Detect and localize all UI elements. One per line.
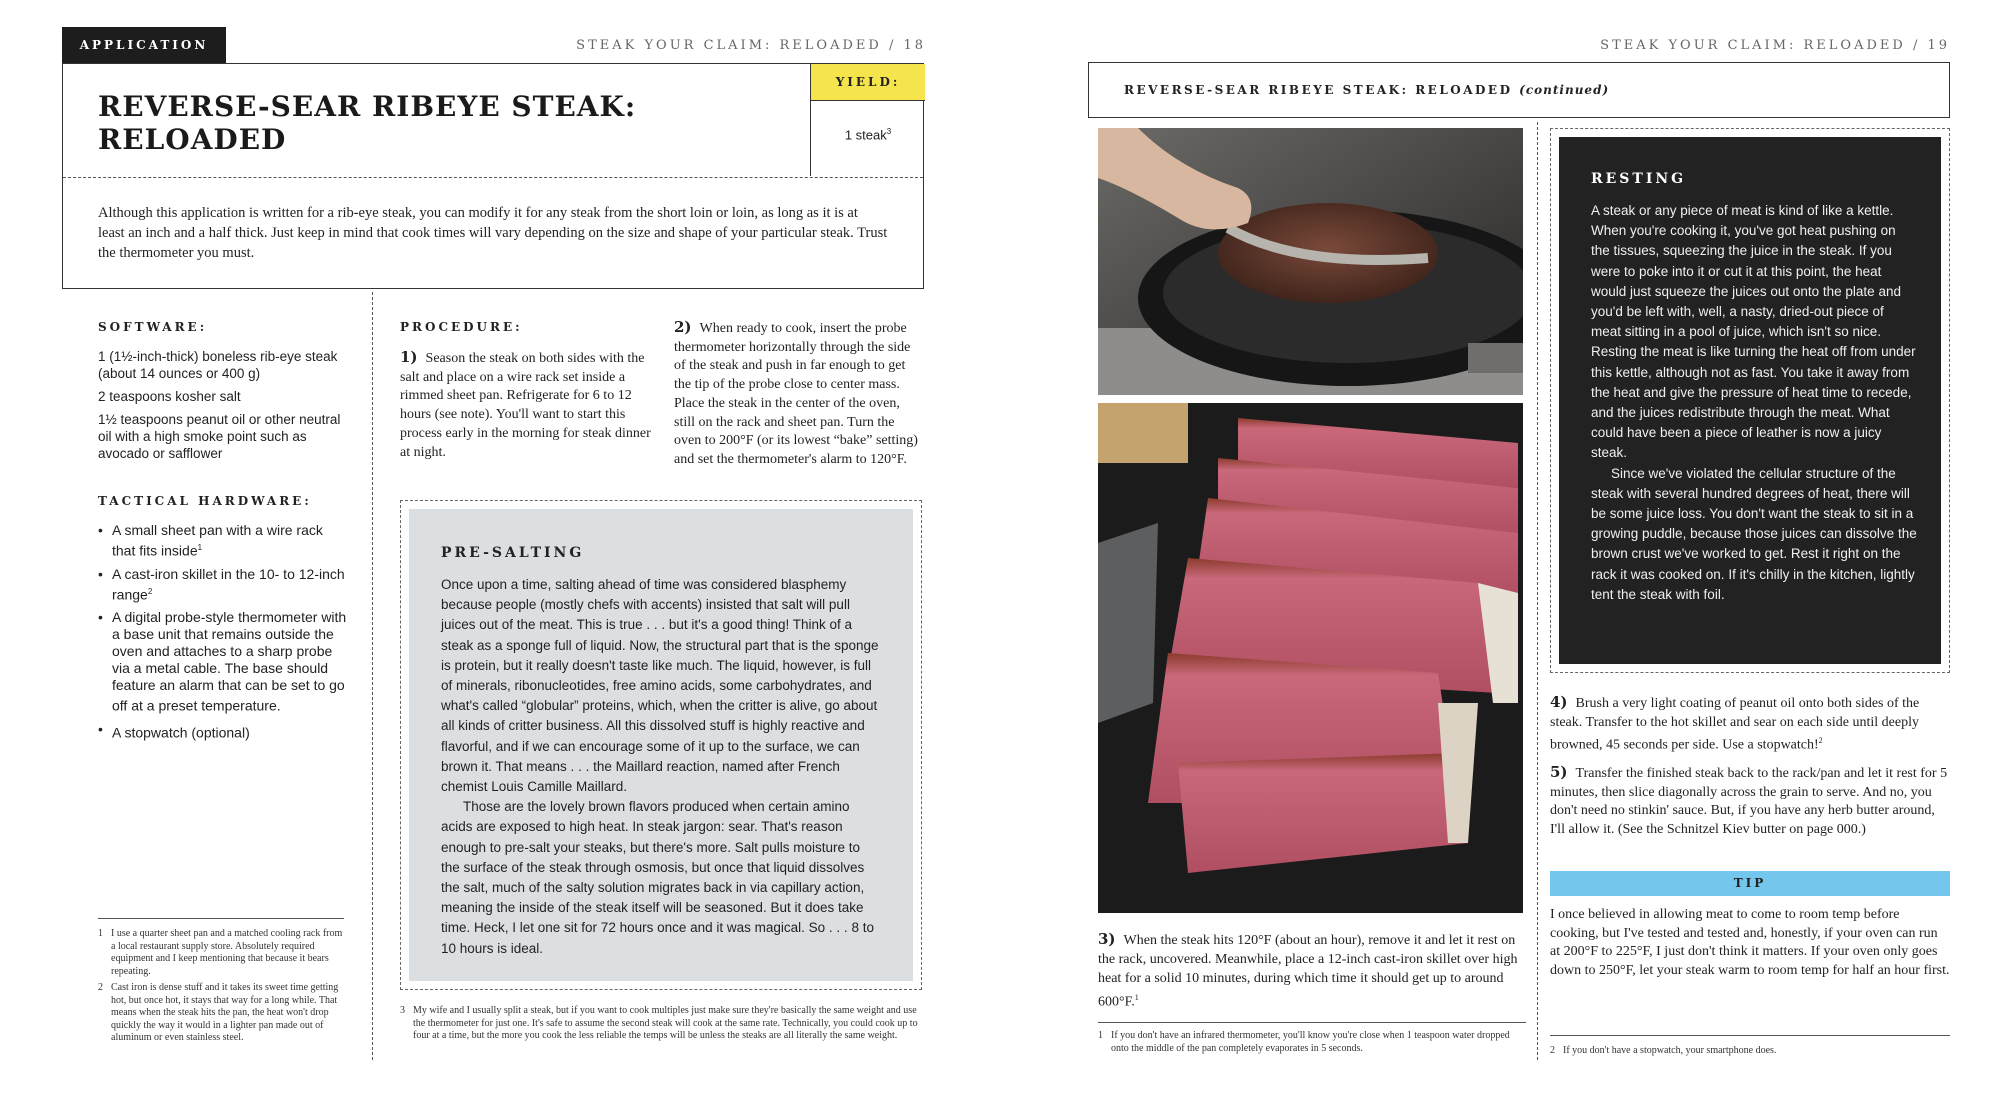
- resting-box: [1550, 128, 1950, 673]
- tip-label: TIP: [1550, 871, 1950, 896]
- step-3: 3) When the steak hits 120°F (about an hour), remove it and let it rest on the rack, uncovered. Meanwhile, place a 12-inch cast-iron skillet over high heat for a solid 10 minutes, during which time it should get up to around 600°F.$^1$: [1098, 930, 1518, 1010]
- step-1: 1) Season the steak on both sides with the salt and place on a wire rack set inside a rimmed sheet pan. Refrigerate for 6 to 12 hours (see note). You'll want to start this process early in the morning for steak dinner at night.: [400, 348, 651, 460]
- recipe-title: [98, 90, 636, 156]
- skillet-photo-icon: [1098, 128, 1523, 395]
- resting-title: RESTING: [1591, 171, 1687, 187]
- software-item: 1½ teaspoons peanut oil or other neutral oil with a high smoke point such as avocado or safflower: [98, 412, 341, 461]
- section-tag: APPLICATION: [62, 27, 226, 63]
- photo-sliced-steak: [1098, 403, 1523, 913]
- photo-divider: [1537, 122, 1538, 1060]
- tip-text: I once believed in allowing meat to come to room temp before cooking, but I've tested and tested and, honestly, if your oven can run at 200°F to 225°F, I just don't think it matters. If your oven only goes down to 250°F, let your steak warm to room temp for half an hour first.: [1550, 907, 1950, 979]
- presalting-title: PRE-SALTING: [441, 545, 585, 561]
- presalting-box: [400, 500, 922, 990]
- continued-title: REVERSE-SEAR RIBEYE STEAK: RELOADED (continued): [1124, 83, 1610, 97]
- hardware-list: [98, 522, 348, 748]
- software-item: 1 (1½-inch-thick) boneless rib-eye steak (about 14 ounces or 400 g): [98, 349, 338, 381]
- right-page: [1000, 0, 2000, 1111]
- footnote-right-2: 2 If you don't have a stopwatch, your smartphone does.: [1550, 1045, 1777, 1056]
- hardware-label: TACTICAL HARDWARE:: [98, 494, 312, 508]
- procedure-label: PROCEDURE:: [400, 320, 523, 334]
- footnote-right-1: 1 If you don't have an infrared thermometer, you'll know you're close when 1 teaspoon water dropped onto the middle of the pan completely evaporates in 5 seconds.: [1098, 1030, 1510, 1054]
- running-head: STEAK YOUR CLAIM: RELOADED / 19: [1600, 38, 1950, 53]
- software-item: 2 teaspoons kosher salt: [98, 389, 241, 404]
- hardware-item: • A small sheet pan with a wire rack that fits inside$^1$: [98, 522, 348, 560]
- hardware-item: • A stopwatch (optional): [98, 721, 348, 742]
- title-divider: [63, 177, 923, 178]
- software-label: SOFTWARE:: [98, 320, 208, 334]
- resting-p2: Since we've violated the cellular structure of the steak with several hundred degrees of heat, there will be some juice loss. You don't want the steak to sit in a growing puddle, because those juices can dissolve the brown crust we've worked to get. Rest it right on the rack it was cooked on. If it's chilly in the kitchen, lightly tent the steak with foil.: [1591, 465, 1917, 602]
- hardware-item: • A digital probe-style thermometer with a base unit that remains outside the oven and attaches to a sharp probe via a metal cable. The base should feature an alarm that can be set to go off at a preset temperature.: [98, 609, 348, 715]
- yield-label: YIELD:: [811, 64, 925, 101]
- running-head: STEAK YOUR CLAIM: RELOADED / 18: [576, 38, 926, 53]
- continued-header: [1088, 62, 1950, 118]
- intro-text: Although this application is written for a rib-eye steak, you can modify it for any steak from the short loin or loin, as long as it is at least an inch and a half thick. Just keep in mind that cook times will vary depending on the size and shape of your particular steak. Trust the thermometer you must.: [98, 205, 888, 261]
- software-list: [98, 348, 348, 468]
- footnote-rule: [98, 918, 344, 919]
- title-box: [62, 63, 924, 289]
- yield-value: [811, 127, 925, 142]
- recipe-title-line2: RELOADED: [98, 123, 287, 156]
- resting-inner: [1559, 137, 1941, 664]
- column-divider: [372, 292, 373, 1060]
- sliced-steak-photo-icon: [1098, 403, 1523, 913]
- yield-value-text: 1 steak: [844, 127, 887, 143]
- step-5: 5) Transfer the finished steak back to the rack/pan and let it rest for 5 minutes, then slice diagonally across the grain to serve. And no, you don't need no stinkin' sauce. But, if you have any herb butter around, I'll allow it. (See the Schnitzel Kiev butter on page 000.): [1550, 763, 1948, 838]
- footnote-3: 3 My wife and I usually split a steak, but if you want to cook multiples just make sure they're basically the same weight and use the thermometer for just one. It's safe to assume the second steak will cook at the same rate. Technically, you could cook up to four at a time, but the more you cook the less reliable the temps will be unless the steaks are all literally the same weight.: [400, 1005, 918, 1041]
- footnote: 2 Cast iron is dense stuff and it takes its sweet time getting hot, but once hot, it stays that way for a long while. That means when the steak hits the pan, the heat won't drop quickly the way it would in a lighter pan made out of aluminum or even stainless steel.: [98, 982, 339, 1043]
- footnote-rule: [1550, 1035, 1950, 1036]
- footnote-rule: [1098, 1022, 1526, 1023]
- footnotes-left: [98, 928, 348, 1049]
- footnote: 1 I use a quarter sheet pan and a matched cooling rack from a local restaurant supply store. Absolutely required equipment and I keep mentioning that because it bears repeating.: [98, 928, 343, 977]
- photo-skillet: [1098, 128, 1523, 395]
- recipe-title-line1: REVERSE-SEAR RIBEYE STEAK:: [98, 90, 637, 123]
- presalting-p2: Those are the lovely brown flavors produced when certain amino acids are exposed to high heat. In steak jargon: sear. That's reason enough to pre-salt your steaks, but there's more. Salt pulls moisture to the surface of the steak through osmosis, but once that liquid dissolves the salt, much of the salty solution migrates back in via capillary action, meaning the inside of the steak itself will be seasoned. But it does take time. Heck, I let one sit for 72 hours once and it was magical. So . . . 8 to 10 hours is ideal.: [441, 799, 874, 956]
- step-4: 4) Brush a very light coating of peanut oil onto both sides of the steak. Transfer to the hot skillet and sear on each side until deeply browned, 45 seconds per side. Use a stopwatch!$^2$: [1550, 693, 1920, 754]
- presalting-p1: Once upon a time, salting ahead of time was considered blasphemy because people (mostly chefs with accents) insisted that salt will pull juices out of the meat. This is true . . . but it's a good thing! Think of a steak as a sponge full of liquid. Now, the structural part that is the sponge is protein, but it really doesn't taste like much. The liquid, however, is full of minerals, ribonucleotides, free amino acids, some carbohydrates, and what's called “globular” proteins, which, when the critter is alive, go about all kinds of critter business. All this dissolved stuff is highly reactive and flavorful, and if we can encourage some of it up to the surface, we can brown it. That means . . . the Maillard reaction, named after French chemist Louis Camille Maillard.: [441, 577, 879, 795]
- hardware-item: • A cast-iron skillet in the 10- to 12-inch range$^2$: [98, 566, 348, 604]
- yield-box: [810, 64, 925, 176]
- presalting-inner: [409, 509, 913, 981]
- step-2: 2) When ready to cook, insert the probe thermometer horizontally through the side of the steak and push in far enough to get the tip of the probe close to center mass. Place the steak in the center of the oven, still on the rack and sheet pan. Turn the oven to 200°F (or its lowest “bake” setting) and set the thermometer's alarm to 120°F.: [674, 318, 918, 467]
- yield-sup: 3: [886, 127, 892, 136]
- resting-p1: A steak or any piece of meat is kind of like a kettle. When you're cooking it, you've got heat pushing on the tissues, squeezing the juice in the steak. If you were to poke into it or cut it at this point, the heat would just squeeze the juices out onto the plate and you'd be left with, well, a nasty, dried-out piece of meat sitting in a pool of juice, which isn't so nice. Resting the meat is like turning the heat off from under this kettle, although not as fast. You take it away from the heat and give the pressure of heat time to recede, and the juices redistribute through the meat. What could have been a piece of leather is now a juicy steak.: [1591, 203, 1916, 461]
- continued-note: (continued): [1519, 83, 1610, 97]
